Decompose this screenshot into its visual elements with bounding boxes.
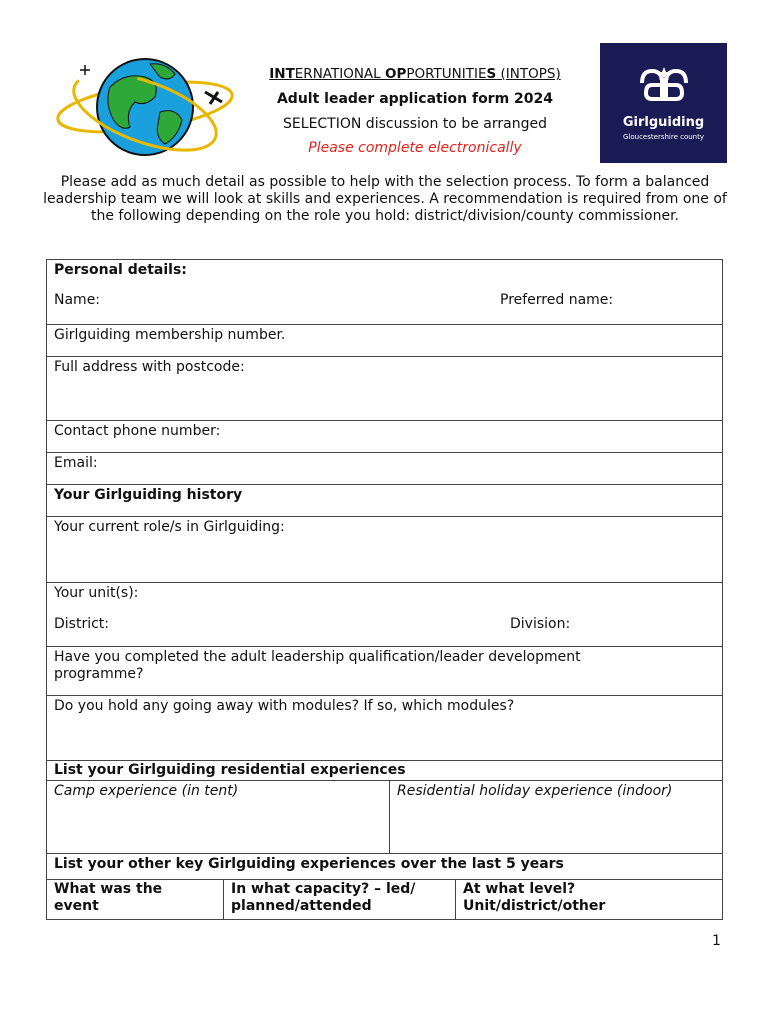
- roles-label: Your current role/s in Girlguiding:: [54, 519, 285, 535]
- roles-row[interactable]: [47, 516, 722, 582]
- residential-row: [47, 780, 722, 853]
- logo-subtitle: Gloucestershire county: [623, 133, 704, 141]
- units-row[interactable]: [47, 582, 722, 646]
- selection-note: SELECTION discussion to be arranged: [283, 116, 547, 132]
- personal-details-row: [47, 260, 722, 324]
- col-event-header: What was the event: [54, 881, 163, 914]
- key-experiences-header-row: [47, 879, 722, 919]
- email-label: Email:: [54, 455, 98, 471]
- address-label: Full address with postcode:: [54, 359, 245, 375]
- membership-label: Girlguiding membership number.: [54, 327, 286, 343]
- history-heading-row: [47, 484, 722, 516]
- complete-electronically-note: Please complete electronically: [308, 140, 522, 156]
- phone-label: Contact phone number:: [54, 423, 221, 439]
- camp-experience-label[interactable]: Camp experience (in tent): [54, 783, 239, 799]
- residential-heading-row: [47, 760, 722, 780]
- membership-row[interactable]: [47, 324, 722, 356]
- residential-holiday-label[interactable]: Residential holiday experience (indoor): [397, 783, 673, 799]
- header-line-1: INTERNATIONAL OPPORTUNITIES (INTOPS): [269, 66, 561, 82]
- personal-details-heading: Personal details:: [54, 262, 187, 278]
- application-form-table: [46, 259, 723, 920]
- district-label: District:: [54, 616, 110, 632]
- name-label[interactable]: Name:: [54, 292, 101, 308]
- key-experiences-heading: List your other key Girlguiding experiences over the last 5 years: [54, 856, 564, 872]
- residential-column-divider: [389, 781, 390, 853]
- trefoil-icon: [634, 65, 694, 105]
- column-divider-1: [223, 880, 224, 919]
- phone-row[interactable]: [47, 420, 722, 452]
- residential-heading: List your Girlguiding residential experiences: [54, 762, 406, 778]
- address-row[interactable]: [47, 356, 722, 420]
- email-row[interactable]: [47, 452, 722, 484]
- col-level-header: At what level? Unit/district/other: [463, 881, 606, 914]
- qualification-row[interactable]: [47, 646, 722, 695]
- globe-logo-icon: [50, 52, 240, 162]
- girlguiding-logo: [600, 43, 727, 163]
- key-experiences-heading-row: [47, 853, 722, 879]
- units-label: Your unit(s):: [54, 585, 139, 601]
- qualification-label: Have you completed the adult leadership qualification/leader development programme?: [54, 649, 581, 682]
- column-divider-2: [455, 880, 456, 919]
- logo-name: Girlguiding: [622, 115, 705, 130]
- preferred-name-label[interactable]: Preferred name:: [500, 292, 614, 308]
- history-heading: Your Girlguiding history: [54, 487, 243, 503]
- intro-paragraph: Please add as much detail as possible to help with the selection process. To form a balanced leadership team we will look at skills and experiences. A recommendation is required from one of the following depending on the role you hold: district/division/county commissioner.: [43, 174, 727, 224]
- form-title: Adult leader application form 2024: [276, 91, 554, 107]
- page-number: 1: [712, 933, 721, 949]
- modules-row[interactable]: [47, 695, 722, 760]
- col-capacity-header: In what capacity? – led/ planned/attended: [231, 881, 416, 914]
- modules-label: Do you hold any going away with modules? If so, which modules?: [54, 698, 515, 714]
- division-label: Division:: [510, 616, 571, 632]
